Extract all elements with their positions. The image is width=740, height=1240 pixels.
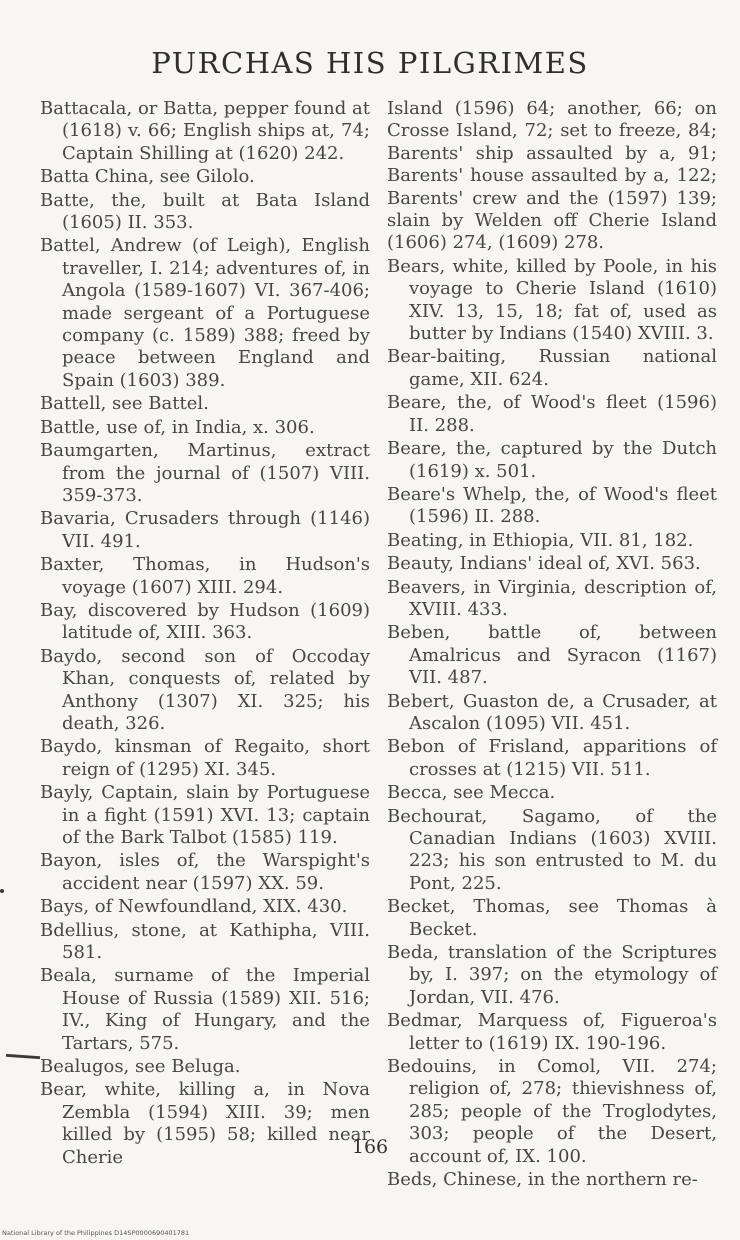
index-entry: Baydo, kinsman of Regaito, short reign of (1295) XI. 345. (40, 736, 370, 780)
index-entry: Baumgarten, Martinus, extract from the journal of (1507) VIII. 359-373. (40, 440, 370, 506)
index-entry: Battel, Andrew (of Leigh), English traveller, I. 214; adventures of, in Angola (1589-1607) VI. 367-406; made sergeant of a Portuguese company (c. 1589) 388; freed by peace between England and Spain (1603) 389. (40, 235, 370, 391)
index-entry: Bays, of Newfoundland, XIX. 430. (40, 896, 348, 918)
index-entry: Beben, battle of, between Amalricus and Syracon (1167) VII. 487. (387, 622, 717, 689)
index-entry: Bedouins, in Comol, VII. 274; religion of, 278; thievishness of, 285; people of the Troglodytes, 303; people of the Desert, account of, IX. 100. (387, 1056, 717, 1167)
index-entry: Beds, Chinese, in the northern re- (387, 1169, 698, 1191)
index-entry: Bebon of Frisland, apparitions of crosses at (1215) VII. 511. (387, 736, 717, 780)
index-entry: Bay, discovered by Hudson (1609) latitude of, XIII. 363. (40, 599, 370, 644)
index-entry: Beala, surname of the Imperial House of Russia (1589) XII. 516; IV., King of Hungary, and the Tartars, 575. (40, 965, 370, 1054)
library-stamp: National Library of the Philippines D14SP0000690401781 (2, 1229, 190, 1237)
index-entry: Battacala, or Batta, pepper found at (1618) v. 66; English ships at, 74; Captain Shilling at (1620) 242. (40, 98, 370, 164)
index-column-left (40, 98, 370, 1170)
index-entry: Bayly, Captain, slain by Portuguese in a fight (1591) XVI. 13; captain of the Bark Talbot (1585) 119. (40, 782, 370, 848)
margin-ink-mark (0, 889, 4, 893)
index-entry: Beare's Whelp, the, of Wood's fleet (1596) II. 288. (387, 483, 717, 528)
index-entry: Beare, the, captured by the Dutch (1619) x. 501. (387, 438, 717, 482)
index-entry: Beda, translation of the Scriptures by, I. 397; on the etymology of Jordan, VII. 476. (387, 942, 717, 1008)
page-number: 166 (351, 1136, 389, 1158)
index-entry: Bavaria, Crusaders through (1146) VII. 491. (40, 508, 370, 552)
index-entry: Becca, see Mecca. (387, 782, 556, 804)
index-entry: Bebert, Guaston de, a Crusader, at Ascalon (1095) VII. 451. (387, 690, 717, 734)
index-column-right (387, 98, 717, 1193)
index-entry-continued: Island (1596) 64; another, 66; on Crosse Island, 72; set to freeze, 84; Barents' ship assaulted by a, 91; Barents' house assaulted by a, 122; Barents' crew and the (1597) 139; slain by Welden off Cherie Island (1606) 274, (1609) 278. (387, 98, 717, 254)
index-entry: Battell, see Battel. (40, 393, 209, 415)
index-entry: Beauty, Indians' ideal of, XVI. 563. (387, 553, 701, 575)
index-entry: Batta China, see Gilolo. (40, 166, 255, 188)
index-entry: Becket, Thomas, see Thomas à Becket. (387, 896, 717, 940)
index-entry: Bealugos, see Beluga. (40, 1056, 241, 1078)
running-head: PURCHAS HIS PILGRIMES (151, 46, 589, 80)
index-entry: Bdellius, stone, at Kathipha, VIII. 581. (40, 919, 370, 964)
index-entry: Bears, white, killed by Poole, in his voyage to Cherie Island (1610) XIV. 13, 15, 18; fat of, used as butter by Indians (1540) XVIII. 3. (387, 255, 717, 345)
margin-ink-mark (6, 1054, 40, 1059)
index-entry: Beating, in Ethiopia, VII. 81, 182. (387, 529, 694, 551)
index-entry: Baxter, Thomas, in Hudson's voyage (1607) XIII. 294. (40, 554, 370, 598)
index-entry: Bechourat, Sagamo, of the Canadian Indians (1603) XVIII. 223; his son entrusted to M. du Pont, 225. (387, 805, 717, 894)
index-entry: Bear, white, killing a, in Nova Zembla (1594) XIII. 39; men killed by (1595) 58; killed near Cherie (40, 1079, 370, 1168)
index-entry: Beavers, in Virginia, description of, XVIII. 433. (387, 576, 717, 620)
index-entry: Batte, the, built at Bata Island (1605) II. 353. (40, 189, 370, 234)
index-entry: Bedmar, Marquess of, Figueroa's letter to (1619) IX. 190-196. (387, 1010, 717, 1054)
index-entry: Baydo, second son of Occoday Khan, conquests of, related by Anthony (1307) XI. 325; his death, 326. (40, 645, 370, 734)
index-entry: Battle, use of, in India, x. 306. (40, 416, 315, 438)
index-entry: Bear-baiting, Russian national game, XII. 624. (387, 346, 717, 390)
index-entry: Beare, the, of Wood's fleet (1596) II. 288. (387, 392, 717, 436)
index-entry: Bayon, isles of, the Warspight's accident near (1597) XX. 59. (40, 850, 370, 894)
